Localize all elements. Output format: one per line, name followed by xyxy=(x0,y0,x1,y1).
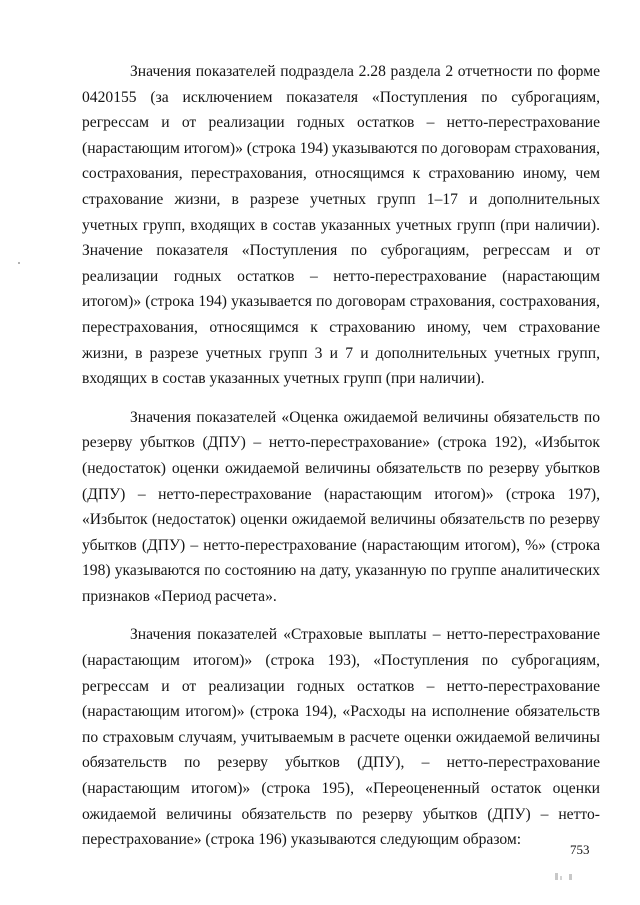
paragraph-2: Значения показателей «Оценка ожидаемой величины обязательств по резерву убытков (ДПУ) – нетто-перестрахование» (строка 192), «Избыток (недостаток) оценки ожидаемой величины обязательств по резерву убытков (ДПУ) – нетто-перестрахование (нарастающим итогом)» (строка 197), «Избыток (недостаток) оценки ожидаемой величины обязательств по резерву убытков (ДПУ) – нетто-перестрахование (нарастающим итогом), %» (строка 198) указываются по состоянию на дату, указанную по группе аналитических признаков «Период расчета». xyxy=(82,408,600,605)
paragraph-3: Значения показателей «Страховые выплаты – нетто-перестрахование (нарастающим итогом)» (строка 193), «Поступления по суброгациям, регрессам и от реализации годных остатков – нетто-перестрахование (нарастающим итогом)» (строка 194), «Расходы на исполнение обязательств по страховым случаям, учитываемым в расчете оценки ожидаемой величины обязательств по резерву убытков (ДПУ), – нетто-перестрахование (нарастающим итогом)» (строка 195), «Переоцененный остаток оценки ожидаемой величины обязательств по резерву убытков (ДПУ) – нетто-перестрахование» (строка 196) указываются следующим образом: xyxy=(82,626,600,849)
page-number: 753 xyxy=(570,842,590,857)
paragraph-1: Значения показателей подраздела 2.28 раздела 2 отчетности по форме 0420155 (за исключением показателя «Поступления по суброгациям, регрессам и от реализации годных остатков – нетто-перестрахование (нарастающим итогом)» (строка 194) указываются по договорам страхования, сострахования, перестрахования, относящимся к страхованию иному, чем страхование жизни, в разрезе учетных групп 1–17 и дополнительных учетных групп, входящих в состав указанных учетных групп (при наличии). Значение показателя «Поступления по суброгациям, регрессам и от реализации годных остатков – нетто-перестрахование (нарастающим итогом)» (строка 194) указывается по договорам страхования, сострахования, перестрахования, относящимся к страхованию иному, чем страхование жизни, в разрезе учетных групп 3 и 7 и дополнительных учетных групп, входящих в состав указанных учетных групп (при наличии). xyxy=(82,63,600,388)
scan-artifact-dot xyxy=(18,262,20,264)
body-text xyxy=(82,59,600,853)
scan-artifact-marks xyxy=(543,867,579,887)
